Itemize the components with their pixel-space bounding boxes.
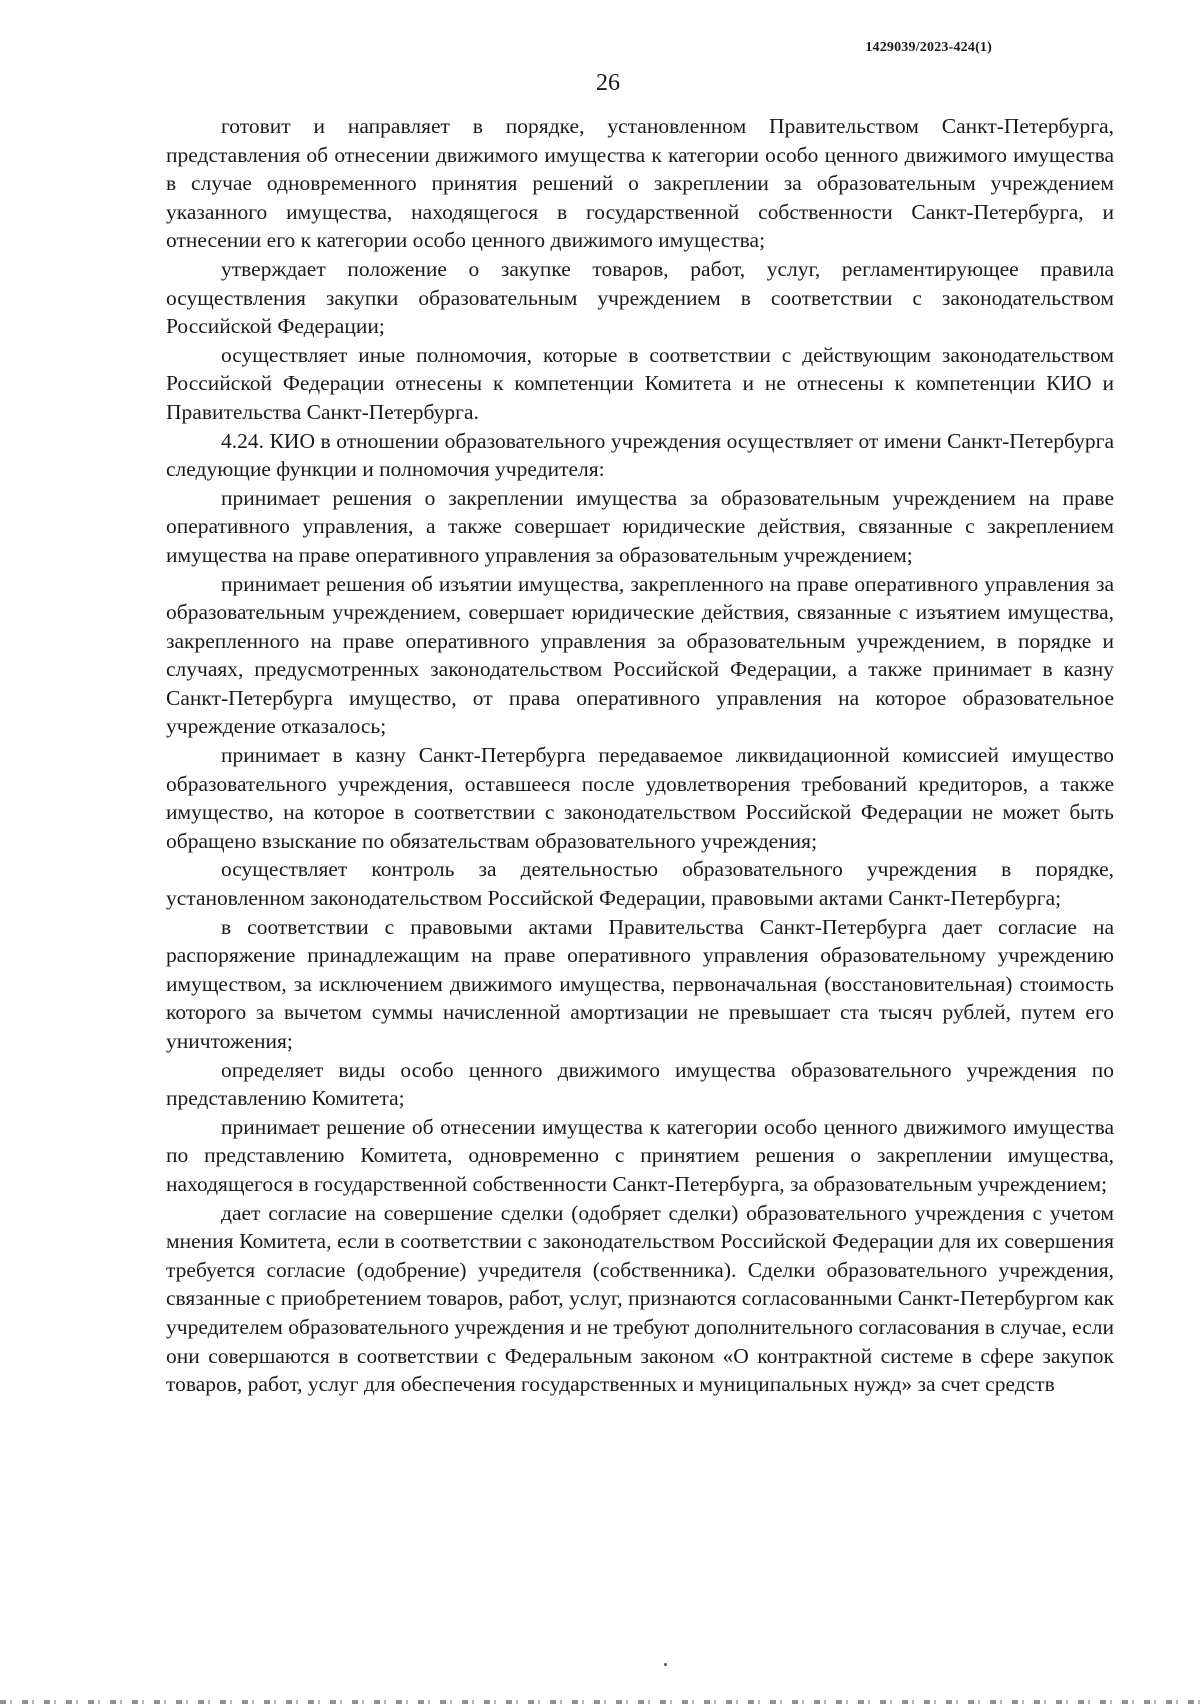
paragraph: готовит и направляет в порядке, установленном Правительством Санкт-Петербурга, представления об отнесении движимого имущества к категории особо ценного движимого имущества в случае одновременного принятия решений о закреплении за образовательным учреждением указанного имущества, находящегося в государственной собственности Санкт-Петербурга, и отнесении его к категории особо ценного движимого имущества; <box>166 114 1114 253</box>
paragraph: дает согласие на совершение сделки (одобряет сделки) образовательного учреждения с учетом мнения Комитета, если в соответствии с законодательством Российской Федерации для их совершения требуется согласие (одобрение) учредителя (собственника). Сделки образовательного учреждения, связанные с приобретением товаров, работ, услуг, признаются согласованными Санкт-Петербургом как учредителем образовательного учреждения и не требуют дополнительного согласования в случае, если они совершаются в соответствии с Федеральным законом «О контрактной системе в сфере закупок товаров, работ, услуг для обеспечения государственных и муниципальных нужд» за счет средств <box>166 1200 1114 1397</box>
paragraph: осуществляет контроль за деятельностью образовательного учреждения в порядке, установленном законодательством Российской Федерации, правовыми актами Санкт-Петербурга; <box>166 857 1114 911</box>
paragraph: принимает решения об изъятии имущества, закрепленного на праве оперативного управления за образовательным учреждением, совершает юридические действия, связанные с изъятием имущества, закрепленного на праве оперативного управления за образовательным учреждением, в порядке и случаях, предусмотренных законодательством Российской Федерации, а также принимает в казну Санкт-Петербурга имущество, от права оперативного управления на которое образовательное учреждение отказалось; <box>166 571 1114 739</box>
paragraph: принимает в казну Санкт-Петербурга передаваемое ликвидационной комиссией имущество образовательного учреждения, оставшееся после удовлетворения требований кредиторов, а также имущество, на которое в соответствии с законодательством Российской Федерации не может быть обращено взыскание по обязательствам образовательного учреждения; <box>166 743 1114 853</box>
document-body <box>166 112 1114 1399</box>
scan-edge-artifact <box>0 1700 1200 1704</box>
page-number: 26 <box>596 70 620 96</box>
paragraph: в соответствии с правовыми актами Правительства Санкт-Петербурга дает согласие на распоряжение принадлежащим на праве оперативного управления образовательному учреждению имуществом, за исключением движимого имущества, первоначальная (восстановительная) стоимость которого за вычетом суммы начисленной амортизации не превышает ста тысяч рублей, путем его уничтожения; <box>166 914 1114 1053</box>
document-number: 1429039/2023-424(1) <box>865 40 992 55</box>
paragraph: осуществляет иные полномочия, которые в соответствии с действующим законодательством Российской Федерации отнесены к компетенции Комитета и не отнесены к компетенции КИО и Правительства Санкт-Петербурга. <box>166 342 1114 424</box>
scan-artifact <box>664 1663 667 1666</box>
paragraph: 4.24. КИО в отношении образовательного учреждения осуществляет от имени Санкт-Петербурга следующие функции и полномочия учредителя: <box>166 428 1114 482</box>
paragraph: утверждает положение о закупке товаров, работ, услуг, регламентирующее правила осуществления закупки образовательным учреждением в соответствии с законодательством Российской Федерации; <box>166 256 1114 339</box>
paragraph: принимает решения о закреплении имущества за образовательным учреждением на праве оперативного управления, а также совершает юридические действия, связанные с закреплением имущества на праве оперативного управления за образовательным учреждением; <box>166 485 1114 567</box>
paragraph: принимает решение об отнесении имущества к категории особо ценного движимого имущества по представлению Комитета, одновременно с принятием решения о закреплении имущества, находящегося в государственной собственности Санкт-Петербурга, за образовательным учреждением; <box>166 1114 1114 1196</box>
paragraph: определяет виды особо ценного движимого имущества образовательного учреждения по представлению Комитета; <box>166 1057 1114 1111</box>
